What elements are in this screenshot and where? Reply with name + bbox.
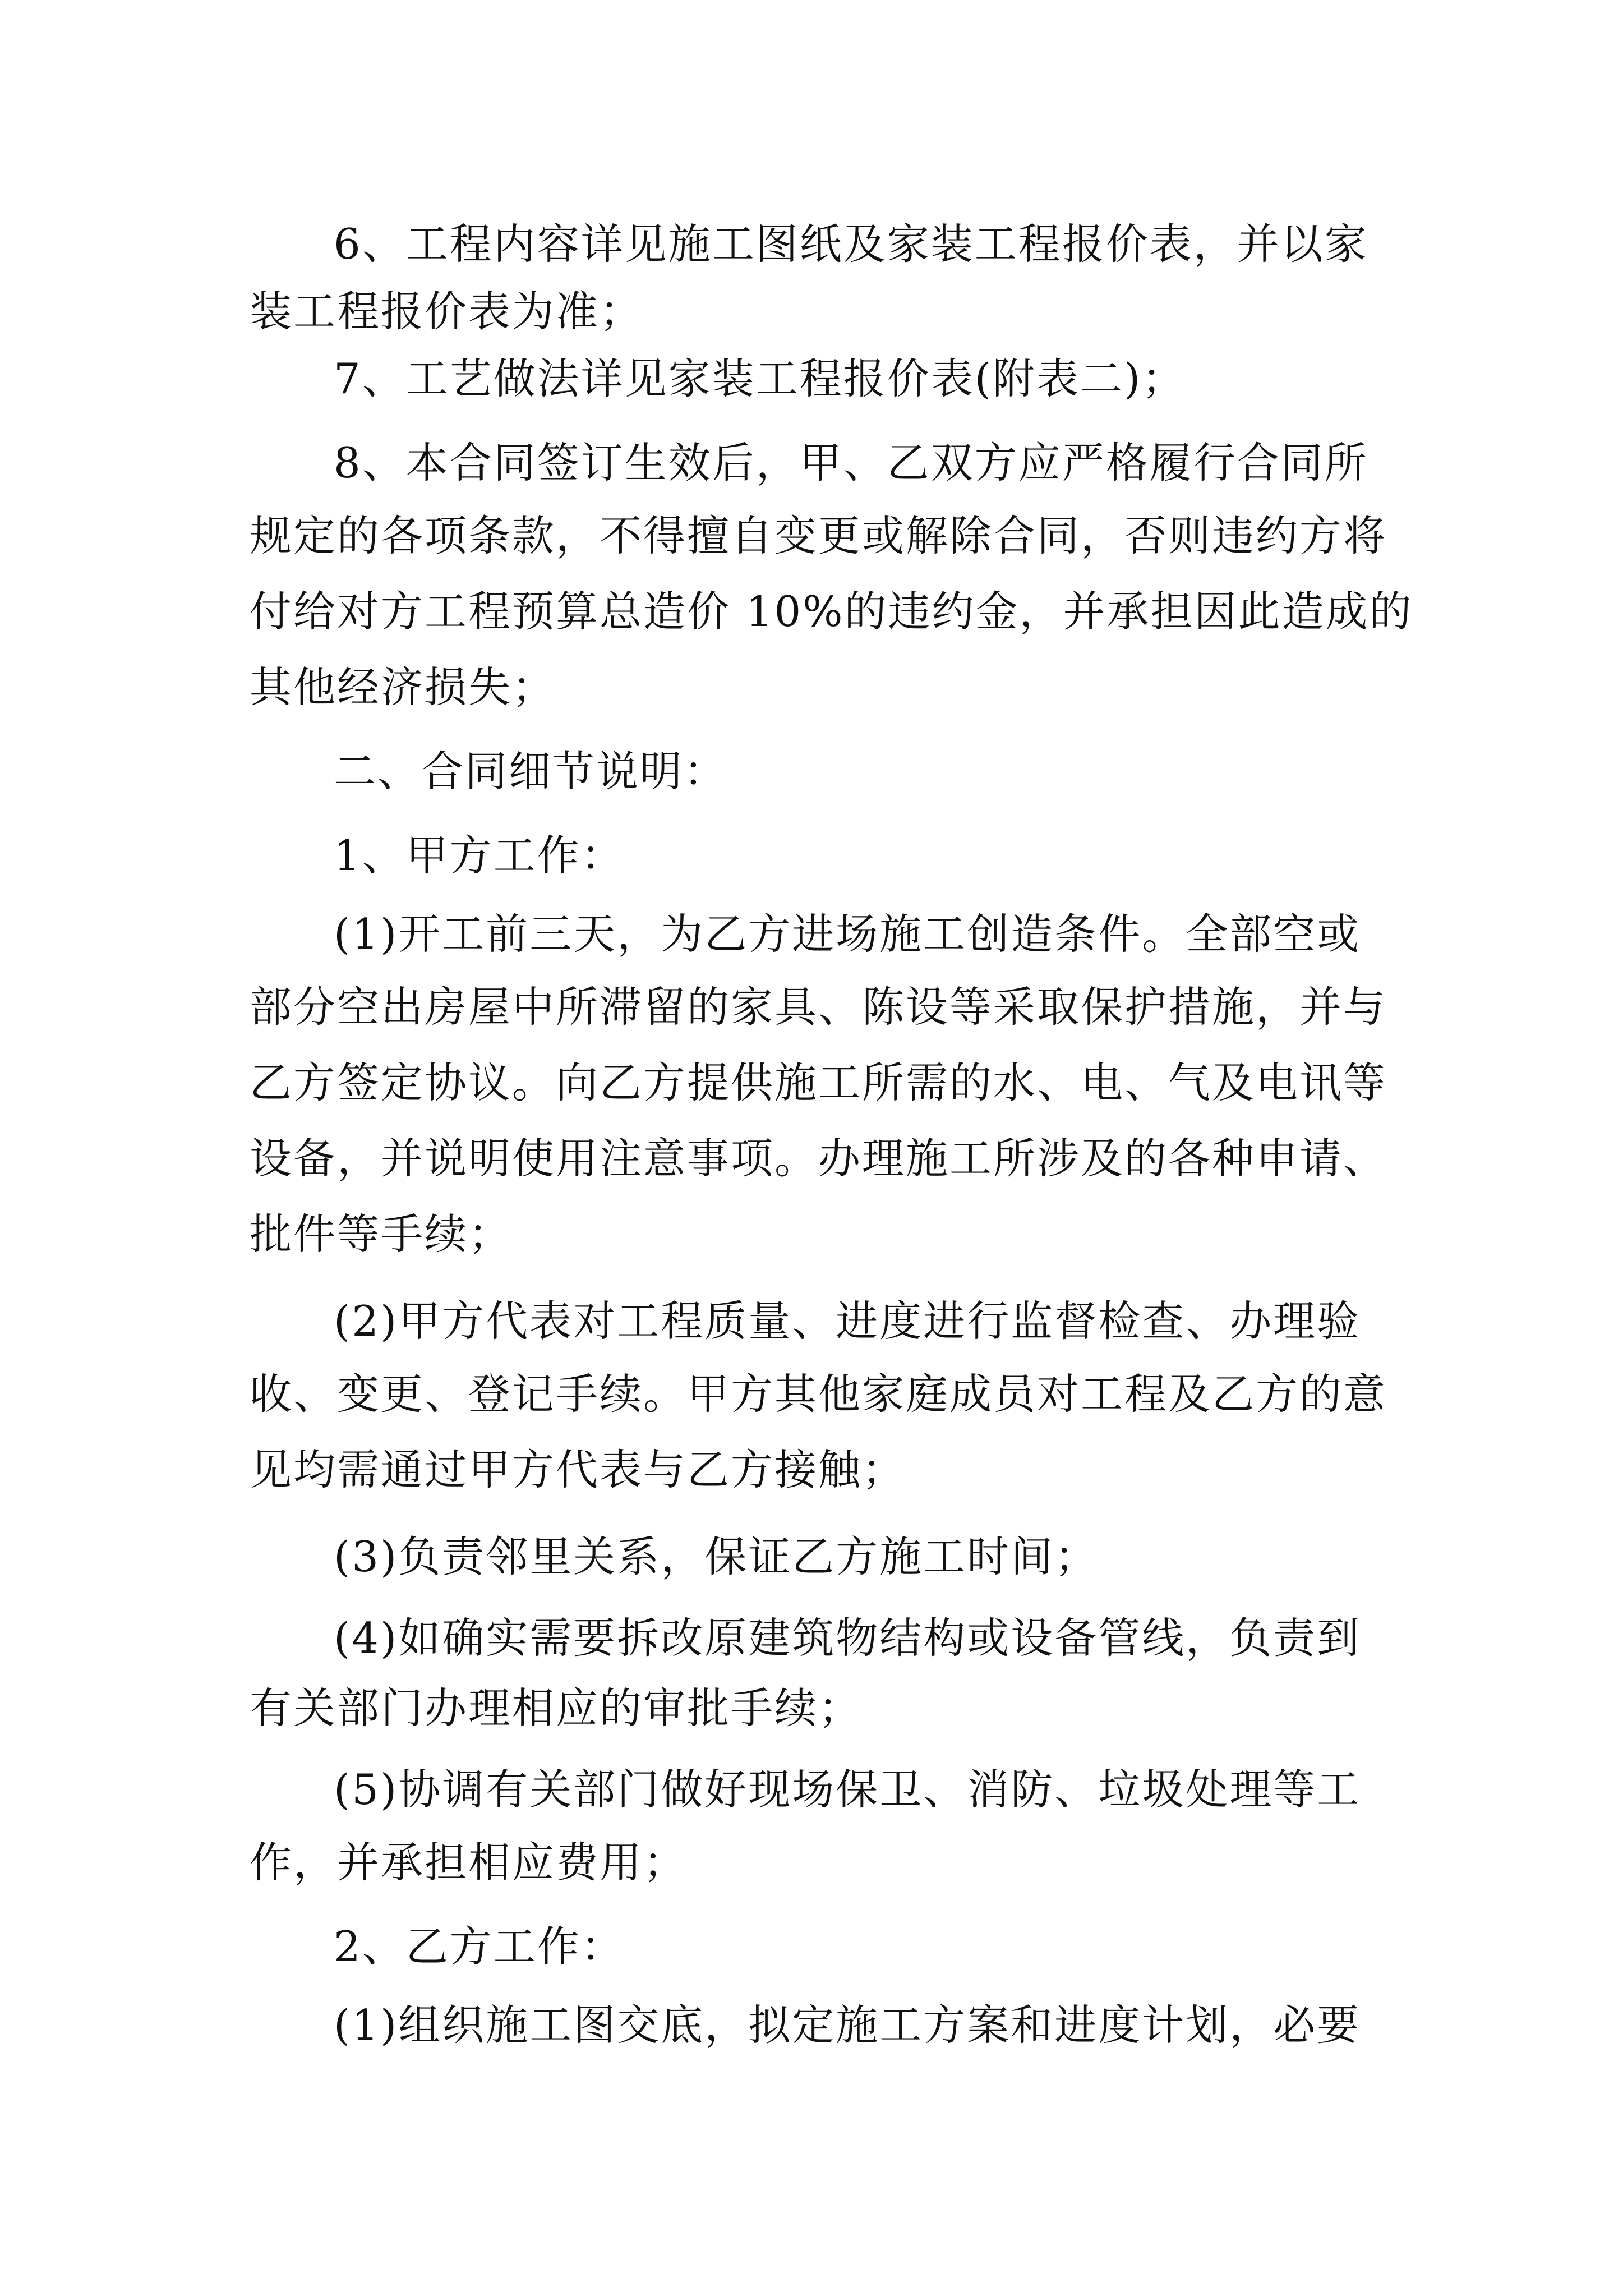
text-line: 规定的各项条款，不得擅自变更或解除合同，否则违约方将 bbox=[250, 511, 1387, 560]
text-line: 1、甲方工作： bbox=[334, 831, 625, 880]
text-line: 付给对方工程预算总造价 10%的违约金，并承担因此造成的 bbox=[250, 587, 1413, 636]
text-line: 二、合同细节说明： bbox=[334, 747, 728, 796]
text-line: 收、变更、登记手续。甲方其他家庭成员对工程及乙方的意 bbox=[250, 1369, 1387, 1419]
text-line: (1)开工前三天，为乙方进场施工创造条件。全部空或 bbox=[334, 909, 1361, 959]
text-line: 其他经济损失； bbox=[250, 662, 556, 712]
text-line: 装工程报价表为准； bbox=[250, 287, 644, 336]
text-line: 设备，并说明使用注意事项。办理施工所涉及的各种申请、 bbox=[250, 1134, 1387, 1183]
text-line: (5)协调有关部门做好现场保卫、消防、垃圾处理等工 bbox=[334, 1765, 1361, 1814]
text-line: 部分空出房屋中所滞留的家具、陈设等采取保护措施，并与 bbox=[250, 982, 1387, 1032]
text-line: (3)负责邻里关系，保证乙方施工时间； bbox=[334, 1532, 1099, 1581]
text-line: 8、本合同签订生效后，甲、乙双方应严格履行合同所 bbox=[334, 438, 1368, 487]
text-line: 批件等手续； bbox=[250, 1209, 513, 1259]
text-line: 有关部门办理相应的审批手续； bbox=[250, 1683, 863, 1733]
text-line: 乙方签定协议。向乙方提供施工所需的水、电、气及电讯等 bbox=[250, 1058, 1387, 1107]
text-line: 见均需通过甲方代表与乙方接触； bbox=[250, 1445, 906, 1494]
text-line: 7、工艺做法详见家装工程报价表(附表二)； bbox=[334, 354, 1186, 403]
text-line: (4)如确实需要拆改原建筑物结构或设备管线，负责到 bbox=[334, 1613, 1361, 1663]
text-line: 6、工程内容详见施工图纸及家装工程报价表，并以家 bbox=[334, 219, 1368, 269]
text-line: (2)甲方代表对工程质量、进度进行监督检查、办理验 bbox=[334, 1296, 1361, 1346]
text-line: 作，并承担相应费用； bbox=[250, 1838, 688, 1887]
text-line: (1)组织施工图交底，拟定施工方案和进度计划，必要 bbox=[334, 2000, 1361, 2050]
text-line: 2、乙方工作： bbox=[334, 1922, 625, 1971]
